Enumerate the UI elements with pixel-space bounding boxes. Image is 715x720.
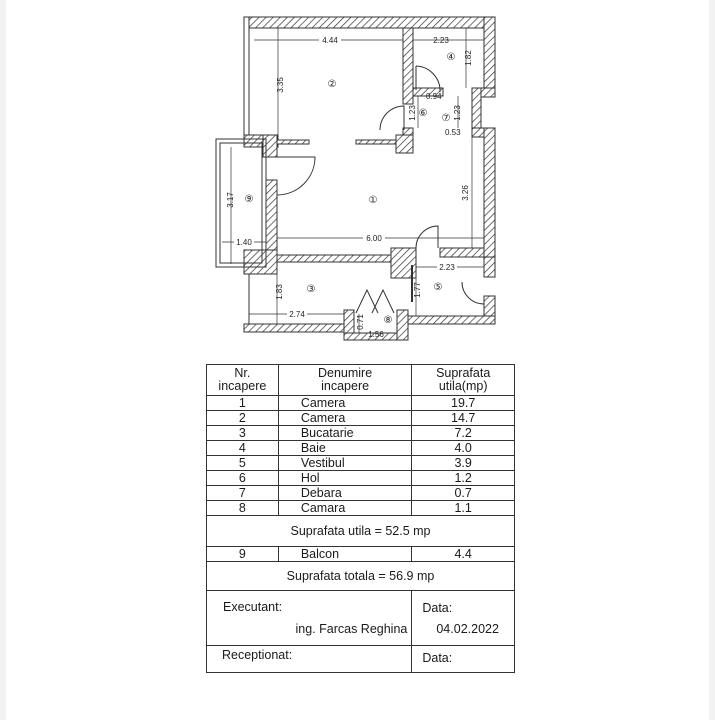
- date-label: Data:: [422, 601, 453, 615]
- document-page: [6, 0, 709, 720]
- svg-text:1.77: 1.77: [413, 282, 422, 298]
- svg-text:1.23: 1.23: [453, 105, 462, 121]
- table-row: 3 Bucatarie 7.2: [207, 426, 515, 441]
- svg-text:⑦: ⑦: [441, 113, 451, 124]
- table-row: 8 Camara 1.1: [207, 501, 515, 516]
- svg-text:0.71: 0.71: [356, 314, 365, 330]
- receptionat-row: [207, 646, 515, 673]
- svg-text:⑤: ⑤: [433, 282, 443, 293]
- svg-text:2.23: 2.23: [439, 263, 455, 272]
- svg-text:0.94: 0.94: [426, 92, 442, 101]
- balcony-row: 9 Balcon 4.4: [207, 547, 515, 562]
- table-row: 4 Baie 4.0: [207, 441, 515, 456]
- svg-text:④: ④: [446, 52, 456, 63]
- svg-text:2.74: 2.74: [289, 310, 305, 319]
- svg-text:⑥: ⑥: [418, 108, 428, 119]
- usable-total-row: Suprafata utila = 52.5 mp: [207, 516, 515, 547]
- svg-text:1.82: 1.82: [464, 50, 473, 66]
- table-row: 7 Debara 0.7: [207, 486, 515, 501]
- svg-text:1.83: 1.83: [275, 284, 284, 300]
- svg-text:0.53: 0.53: [445, 128, 461, 137]
- svg-text:⑨: ⑨: [244, 194, 254, 205]
- svg-text:1.40: 1.40: [236, 238, 252, 247]
- svg-text:2.23: 2.23: [433, 36, 449, 45]
- receptionat-label: Receptionat:: [222, 648, 293, 662]
- svg-text:①: ①: [368, 195, 378, 206]
- receptionat-date-label: Data:: [422, 651, 453, 665]
- svg-text:1.56: 1.56: [368, 330, 384, 339]
- header-area: Suprafata utila(mp): [412, 365, 515, 396]
- executant-label: Executant:: [223, 600, 283, 614]
- doors: [277, 66, 484, 313]
- dimension-lines: [222, 28, 484, 333]
- dimension-labels: [226, 35, 473, 339]
- table-row: 1 Camera 19.7: [207, 396, 515, 411]
- date-value: 04.02.2022: [436, 622, 499, 636]
- executant-name: ing. Farcas Reghina: [295, 622, 408, 636]
- floor-plan: [6, 0, 709, 360]
- svg-text:⑧: ⑧: [383, 315, 393, 326]
- grand-total-row: Suprafata totala = 56.9 mp: [207, 562, 515, 591]
- balcony-outline: [216, 28, 266, 324]
- svg-text:②: ②: [327, 79, 337, 90]
- table-row: 6 Hol 1.2: [207, 471, 515, 486]
- svg-text:4.44: 4.44: [322, 36, 338, 45]
- executant-row: [207, 591, 515, 646]
- svg-text:3.26: 3.26: [461, 185, 470, 201]
- table-row: 5 Vestibul 3.9: [207, 456, 515, 471]
- svg-text:③: ③: [306, 284, 316, 295]
- svg-text:6.00: 6.00: [366, 234, 382, 243]
- svg-text:3.35: 3.35: [276, 77, 285, 93]
- svg-text:1.23: 1.23: [408, 105, 417, 121]
- table-header-row: [207, 365, 515, 396]
- svg-text:3.17: 3.17: [226, 192, 235, 208]
- table-row: 2 Camera 14.7: [207, 411, 515, 426]
- header-name: Denumire incapere: [278, 365, 412, 396]
- rooms-table: [206, 364, 515, 673]
- header-nr: Nr. incapere: [207, 365, 279, 396]
